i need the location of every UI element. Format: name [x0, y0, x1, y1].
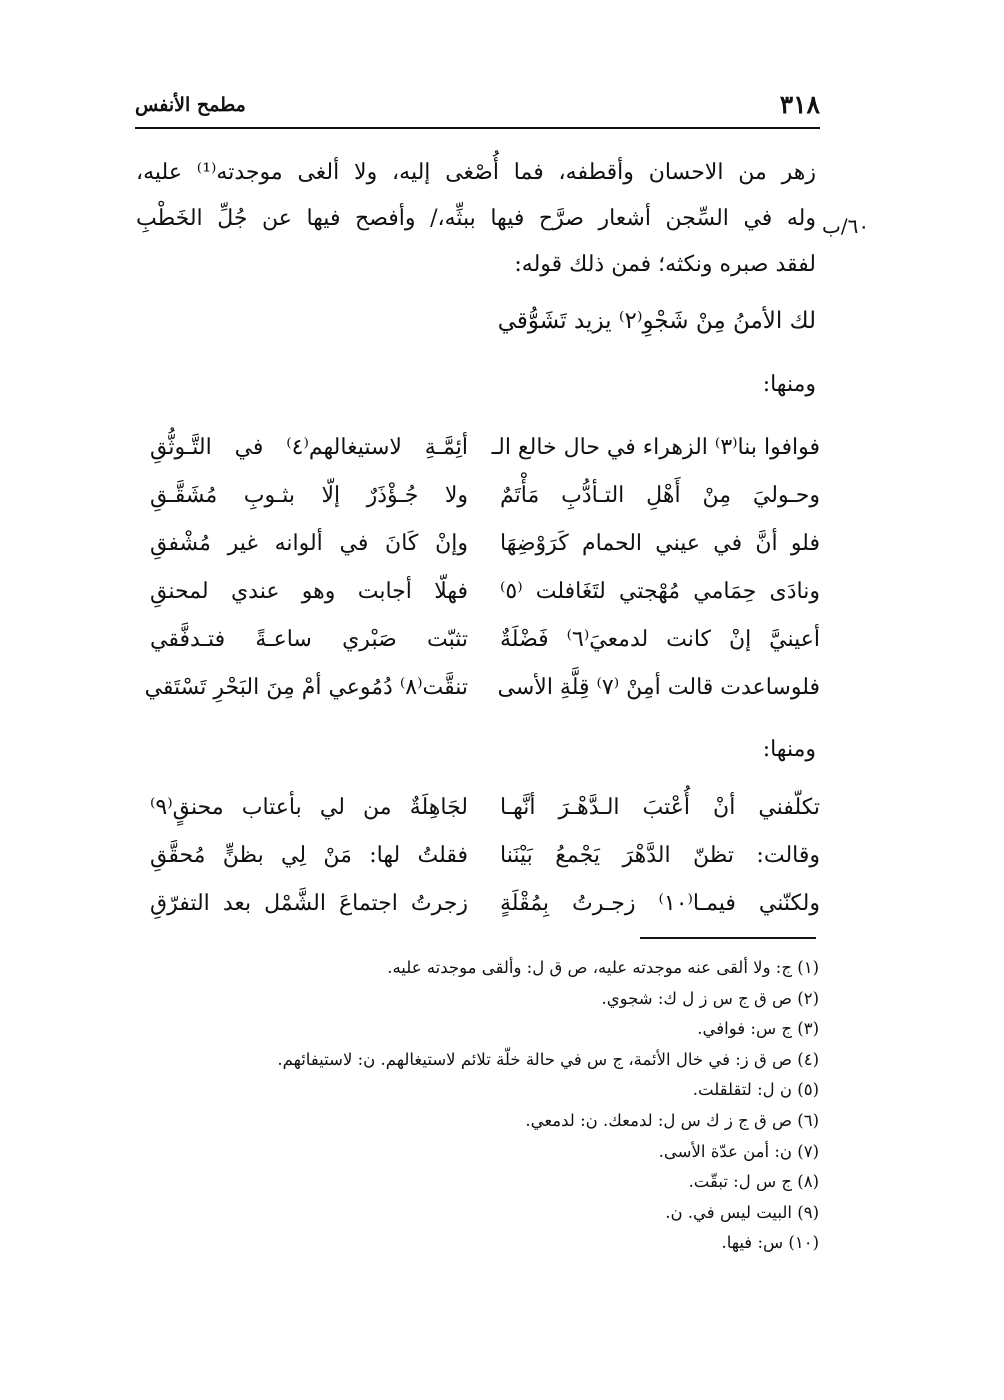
footnote: (٢) ص ق ج س ز ل ك: شجوي.	[601, 988, 819, 1008]
verse-row	[150, 483, 820, 531]
verse-second-hemistich: فقلتُ لها: مَنْ لِي بظنٍّ مُحقَّقِ	[150, 843, 468, 868]
prose-line: زهر من الاحسان وأقطفه، فما أُصْغى إليه، ولا ألغى موجدته⁽¹⁾ عليه،	[136, 160, 816, 185]
page-header	[135, 88, 820, 126]
verse-second-hemistich: أئِمَّـةِ لاستيغالهم⁽٤⁾ في التَّـوثُّقِ	[150, 435, 468, 460]
verse-first-hemistich: أعينيَّ إنْ كانت لدمعيَ⁽٦⁾ فَضْلَةٌ	[500, 627, 820, 652]
header-rule	[135, 127, 820, 129]
verse-second-hemistich: وإنْ كَانَ في ألوانه غير مُشْفقِ	[150, 531, 468, 556]
verse-row	[150, 843, 820, 891]
footnote: (٩) البيت ليس في. ن.	[665, 1202, 819, 1222]
footnote: (١) ج: ولا ألقى عنه موجدته عليه، ص ق ل: وألقى موجدته عليه.	[387, 958, 819, 977]
footnote: (٤) ص ق ز: في خال الأئمة، ج س في حالة خلّة تلائم لاستيغالهم. ن: لاستيفائهم.	[277, 1049, 819, 1069]
prose-line: وله في السِّجن أشعار صرَّح فيها ببثِّه،/ وأفصح فيها عن جُلِّ الخَطْبِ	[136, 206, 816, 231]
footnote: (٧) ن: أمن عدّة الأسى.	[658, 1141, 819, 1161]
manuscript-folio-note: ٦٠/ب	[822, 214, 870, 238]
verse-first-hemistich: ونادَى حِمَامي مُهْجتي لتَغَافلت ⁽٥⁾	[500, 579, 820, 604]
running-title: مطمح الأنفس	[135, 94, 246, 116]
prose-paragraph	[136, 150, 816, 288]
page-number: ٣١٨	[779, 90, 820, 119]
footnote: (٥) ن ل: لتقلقلت.	[692, 1080, 819, 1100]
verse-first-hemistich: فوافوا بنا⁽٣⁾ الزهراء في حال خالع الـ	[491, 435, 820, 460]
verse-row	[150, 795, 820, 843]
verse-second-hemistich: ولا جُـؤْذَرٌ إلّا بثـوبِ مُشَقَّـقِ	[150, 483, 468, 508]
verse-row	[150, 579, 820, 627]
verse-first-hemistich: فلو أنَّ في عيني الحمام كَرَوْضِهَا	[500, 531, 820, 556]
poem-1	[144, 435, 820, 723]
verse-row	[150, 627, 820, 675]
verse-row	[150, 891, 820, 939]
verse-first-hemistich: ولكنّني فيمـا⁽١٠⁾ زجـرتُ بِمُقْلَةٍ	[500, 891, 820, 916]
section-label: ومنها:	[762, 737, 816, 762]
verse-first-hemistich: تكلّفني أنْ أُعْتبَ الـدَّهْـرَ أنَّهـا	[500, 795, 820, 820]
verse-second-hemistich: تثبّت صَبْري ساعـةً فتـدفَّقي	[150, 627, 468, 652]
single-verse: لك الأمنُ مِنْ شَجْوِ⁽٢⁾ يزيد تَشَوُّقي	[497, 308, 816, 334]
section-label: ومنها:	[762, 372, 816, 397]
prose-line: لفقد صبره ونكثه؛ فمن ذلك قوله:	[514, 252, 816, 277]
footnote: (٦) ص ق ج ز ك س ل: لدمعك. ن: لدمعي.	[525, 1110, 819, 1130]
verse-row	[150, 531, 820, 579]
verse-second-hemistich: لجَاهِلَةٌ من لي بأعتاب محنقٍ⁽٩⁾	[150, 795, 468, 820]
verse-first-hemistich: وقالت: تظنّ الدَّهْرَ يَجْمعُ بَيْنَنا	[500, 843, 820, 868]
footnote: (٣) ج س: فوافي.	[697, 1019, 819, 1039]
poem-2	[150, 795, 820, 939]
footnote: (١٠) س: فيها.	[721, 1233, 819, 1253]
verse-row	[150, 435, 820, 483]
verse-second-hemistich: زجرتُ اجتماعَ الشَّمْل بعد التفرّقِ	[150, 891, 468, 916]
footnote-rule	[640, 937, 816, 939]
footnotes	[119, 953, 819, 1259]
verse-first-hemistich: فلوساعدت قالت أمِنْ ⁽٧⁾ قِلَّةِ الأسى	[497, 675, 820, 700]
verse-second-hemistich: فهلّا أجابت وهو عندي لمحنقِ	[150, 579, 468, 604]
verse-second-hemistich: تنقَّت⁽٨⁾ دُمُوعي أمْ مِنَ البَحْرِ تَسْتَقي	[144, 675, 468, 700]
verse-first-hemistich: وحـوليَ مِنْ أَهْلِ التـأدُّبِ مَأْتَمٌ	[500, 483, 820, 508]
footnote: (٨) ج س ل: تبقّت.	[688, 1172, 819, 1192]
verse-row	[144, 675, 820, 723]
